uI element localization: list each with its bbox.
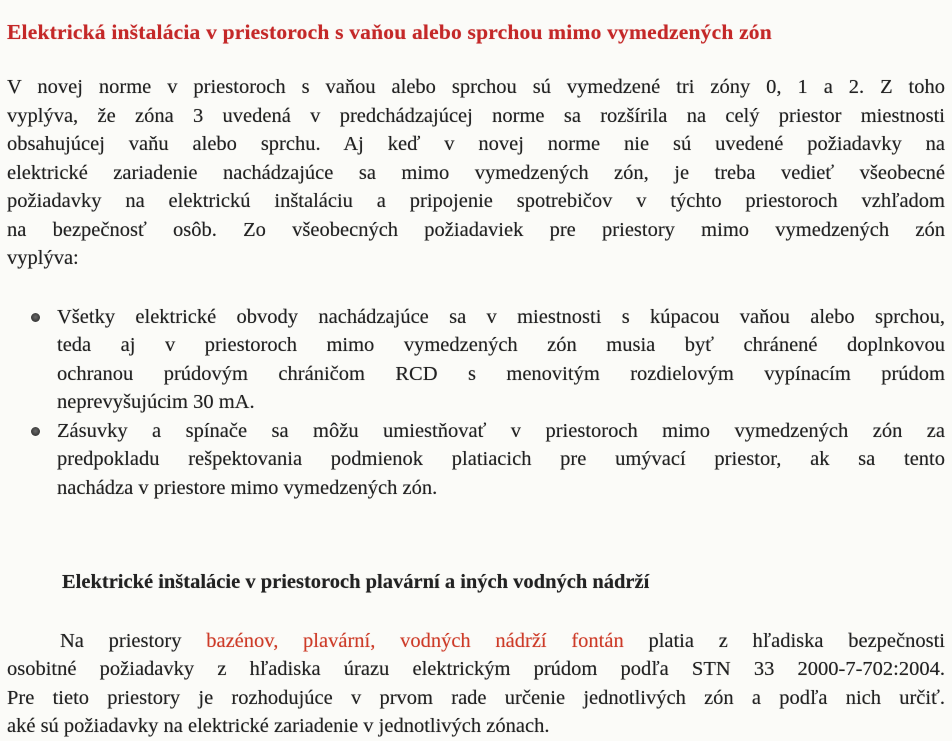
text-line: osobitné požiadavky z hľadiska úrazu elektrickým prúdom podľa STN 33 2000-7-702:2004. [7, 658, 945, 681]
text-line [7, 627, 945, 656]
text-line: nachádza v priestore mimo vymedzených zón. [57, 476, 438, 499]
list-item [7, 303, 945, 417]
bullet-marker [7, 417, 57, 503]
text-line: vyplýva, že zóna 3 uvedená v predchádzajúcej norme sa rozšírila na celý priestor miestnosti [7, 104, 945, 127]
text-line: požiadavky na elektrickú inštaláciu a pripojenie spotrebičov v týchto priestoroch vzhľadom [7, 190, 945, 213]
text-line: ochranou prúdovým chráničom RCD s menovitým rozdielovým vypínacím prúdom [57, 362, 945, 385]
list-item [7, 417, 945, 503]
text-line: vyplýva: [7, 247, 79, 270]
text-line: neprevyšujúcim 30 mA. [57, 391, 255, 414]
highlighted-text: bazénov, plavární, vodných nádrží fontán [206, 629, 624, 652]
list-item-text [57, 417, 945, 503]
bullet-icon [31, 313, 40, 322]
list-item-text [57, 303, 945, 417]
bullet-marker [7, 303, 57, 417]
section-title: Elektrická inštalácia v priestoroch s vaňou alebo sprchou mimo vymedzených zón [7, 20, 772, 45]
text-line: Zásuvky a spínače sa môžu umiestňovať v priestoroch mimo vymedzených zón za [57, 419, 945, 442]
text-segment: platia z hľadiska bezpečnosti [623, 629, 945, 652]
text-line: Všetky elektrické obvody nachádzajúce sa v miestnosti s kúpacou vaňou alebo sprchou, [57, 305, 945, 328]
text-line: Pre tieto priestory je rozhodujúce v prvom rade určenie jednotlivých zón a podľa nich určiť. [7, 686, 945, 709]
paragraph [7, 73, 945, 273]
paragraph [7, 627, 945, 741]
bullet-list [7, 303, 945, 503]
text-line: na bezpečnosť osôb. Zo všeobecných požiadaviek pre priestory mimo vymedzených zón [7, 218, 945, 241]
subsection-title: Elektrické inštalácie v priestoroch plavární a iných vodných nádrží [62, 571, 650, 594]
text-line: predpokladu rešpektovania podmienok platiacich pre umývací priestor, ak sa tento [57, 448, 945, 471]
bullet-icon [31, 427, 40, 436]
text-line: teda aj v priestoroch mimo vymedzených zón musia byť chránené doplnkovou [57, 334, 945, 357]
text-line: aké sú požiadavky na elektrické zariadenie v jednotlivých zónach. [7, 715, 550, 738]
text-segment: Na priestory [60, 629, 207, 652]
text-line: elektrické zariadenie nachádzajúce sa mimo vymedzených zón, je treba vedieť všeobecné [7, 161, 945, 184]
text-line: V novej norme v priestoroch s vaňou alebo sprchou sú vymedzené tri zóny 0, 1 a 2. Z toho [7, 76, 945, 99]
text-line: obsahujúcej vaňu alebo sprchu. Aj keď v novej norme nie sú uvedené požiadavky na [7, 133, 945, 156]
